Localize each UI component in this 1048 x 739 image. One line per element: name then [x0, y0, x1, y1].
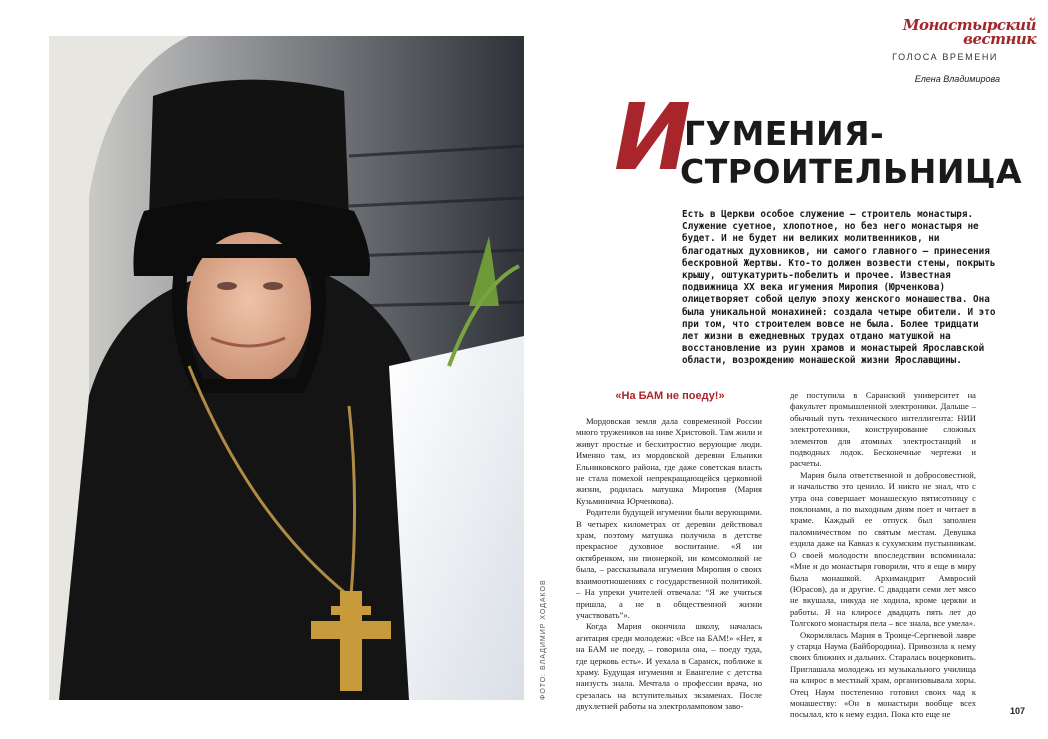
title-line-2: СТРОИТЕЛЬНИЦА: [680, 152, 1023, 191]
paragraph: Родители будущей игумении были верующими. В четырех километрах от деревни действовал храм, поэтому матушка получила в детстве прекрасное духовное воспитание. «Я ни октябренком, ни пионеркой, ни комсомолкой не была, – рассказывала игумения Миропия о своих взаимоотношениях с государственной политикой. – На упреки учителей отвечала: “Я же учиться пришла, а не в общественной жизни участвовать”».: [576, 507, 762, 620]
lead-text: Есть в Церкви особое служение – строитель монастыря. Служение суетное, хлопотное, но без него монастыря не будет. И не будет ни великих молитвенников, ни благодатных духовников, ни самого главного – принесения бескровной Жертвы. Кто-то должен возвести стены, покрыть крышу, оштукатурить-побелить и прочее. Известная подвижница XX века игумения Миропия (Юрченкова) олицетворяет собой целую эпоху женского монашества. Она была уникальной монахиней: создала четыре обители. И это при том, что строителем вовсе не была. Более тридцати лет жизни в ежедневных трудах отдано матушкой на восстановление из руин храмов и монастырей Ярославской области, возрождению монашеской жизни Ярославщины.: [682, 209, 996, 367]
section-title: ГОЛОСА ВРЕМЕНИ: [892, 52, 998, 62]
title-initial-letter: И: [614, 84, 691, 191]
lead-paragraph: [682, 209, 998, 368]
text-column-2: [790, 390, 976, 720]
author-name: Елена Владимирова: [914, 74, 1000, 84]
subheading: «На БАМ не поеду!»: [615, 390, 725, 402]
page-number: 107: [1010, 706, 1026, 716]
magazine-logo: Монастырский вестник: [902, 16, 1036, 48]
paragraph: Окормлялась Мария в Троице-Сергиевой лавре у старца Наума (Байбородина). Привозила к нему своих ближних и дальних. Старалась воцерковить. Приглашала молодежь из музыкального училища на клирос в местный храм, организовывала хоры. Отец Наум постепенно готовил своих чад к монашеству: «Он в монастыри вообще всех посылал, кто к нему ездил. Пока кто еще не: [790, 629, 976, 720]
paragraph: Мария была ответственной и добросовестной, и начальство это ценило. И никто не знал, что с утра она совершает монашескую пятисотницу с поклонами, а по выходным дням поет и читает в храме. Каждый ее отпуск был заполнен паломничеством по святым местам. Девушка ездила даже на Кавказ к сухумским пустынникам. О своей молодости впоследствии вспоминала: «Мне и до монастыря говорили, что я еще в миру была монашкой. Архимандрит Амвросий (Юрасов), да и другие. С двадцати семи лет мясо не вкушала, никуда не ходила, кроме церкви и работы. Я на клиросе двадцать пять лет до Толгского монастыря пела – все знала, все умела».: [790, 469, 976, 629]
paragraph: де поступила в Саранский университет на факультет промышленной электроники. Дальше – обычный путь технического интеллигента: НИИ электротехники, конструирование сложных элементов для атомных электростанций и подводных лодок. Бесконечные чертежи и расчеты.: [790, 390, 976, 469]
title-line-1: ГУМЕНИЯ-: [684, 114, 885, 153]
nun-portrait-photo: [49, 36, 524, 700]
photo-credit: ФОТО: ВЛАДИМИР ХОДАКОВ: [540, 579, 547, 700]
paragraph: Когда Мария окончила школу, началась агитация среди молодежи: «Все на БАМ!» «Нет, я на БАМ не поеду, – говорила она, – поеду туда, где церковь есть». И уехала в Саранск, поближе к храму. Будущая игумения и Евангелие с детства наизусть знала. Мечтала о профессии врача, но срезалась на вступительных экзаменах. После двухлетней работы на электроламповом заво-: [576, 621, 762, 712]
text-column-1: [576, 416, 762, 716]
paragraph: Мордовская земля дала современной России много тружеников на ниве Христовой. Там жили и живут простые и бесхитростно верующие люди. Именно там, из мордовской деревни Ельники Ельниковского района, где даже советская власть не стала помехой непрекращающейся церковной жизни, родилась матушка Миропия (Мария Кузьминична Юрченкова).: [576, 416, 762, 506]
